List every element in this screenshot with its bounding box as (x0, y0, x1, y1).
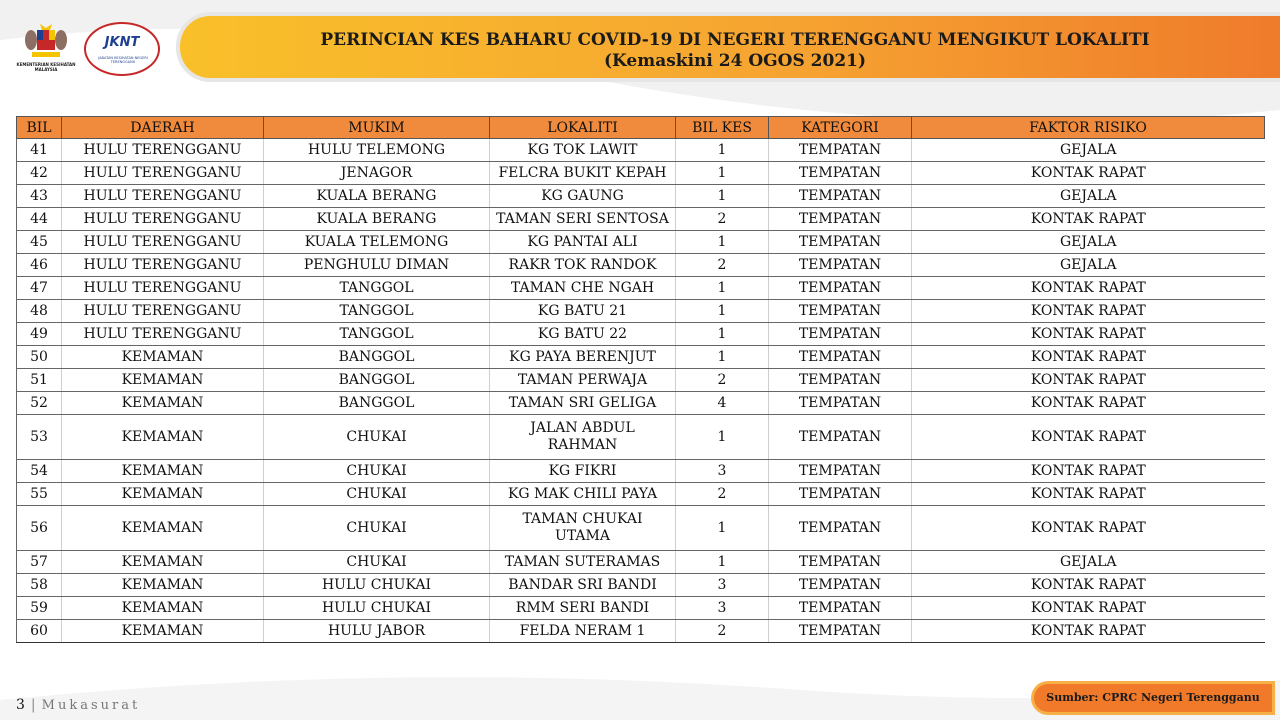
cell-lokaliti: TAMAN SRI GELIGA (490, 392, 676, 415)
column-header-faktor-risiko: FAKTOR RISIKO (912, 117, 1265, 139)
cell-mukim: KUALA BERANG (264, 208, 490, 231)
cell-kategori: TEMPATAN (769, 392, 912, 415)
cell-daerah: KEMAMAN (62, 551, 264, 574)
cell-faktor-risiko: GEJALA (912, 254, 1265, 277)
cell-faktor-risiko: KONTAK RAPAT (912, 369, 1265, 392)
cell-daerah: HULU TERENGGANU (62, 323, 264, 346)
cell-faktor-risiko: KONTAK RAPAT (912, 506, 1265, 551)
table-row (17, 323, 1265, 346)
cell-bil: 45 (17, 231, 62, 254)
cell-mukim: TANGGOL (264, 300, 490, 323)
table-row (17, 162, 1265, 185)
cell-lokaliti: BANDAR SRI BANDI (490, 574, 676, 597)
cell-bil-kes: 2 (676, 483, 769, 506)
cell-mukim: HULU CHUKAI (264, 597, 490, 620)
cell-faktor-risiko: KONTAK RAPAT (912, 574, 1265, 597)
table-row (17, 369, 1265, 392)
page-title (180, 30, 1280, 72)
cell-mukim: TANGGOL (264, 323, 490, 346)
cell-bil-kes: 1 (676, 162, 769, 185)
table-row (17, 415, 1265, 460)
cell-mukim: CHUKAI (264, 460, 490, 483)
cell-kategori: TEMPATAN (769, 597, 912, 620)
cell-kategori: TEMPATAN (769, 574, 912, 597)
title-line-1: PERINCIAN KES BAHARU COVID-19 DI NEGERI TERENGGANU MENGIKUT LOKALITI (320, 30, 1150, 50)
cell-faktor-risiko: GEJALA (912, 551, 1265, 574)
cell-bil: 58 (17, 574, 62, 597)
column-header-bil: BIL (17, 117, 62, 139)
table-row (17, 574, 1265, 597)
cell-daerah: KEMAMAN (62, 506, 264, 551)
cell-mukim: JENAGOR (264, 162, 490, 185)
cell-bil: 44 (17, 208, 62, 231)
cell-daerah: KEMAMAN (62, 346, 264, 369)
cell-bil-kes: 4 (676, 392, 769, 415)
cell-bil: 55 (17, 483, 62, 506)
cell-faktor-risiko: GEJALA (912, 185, 1265, 208)
cell-lokaliti: TAMAN SERI SENTOSA (490, 208, 676, 231)
cell-lokaliti: KG BATU 21 (490, 300, 676, 323)
cell-daerah: KEMAMAN (62, 574, 264, 597)
cell-bil-kes: 1 (676, 231, 769, 254)
cell-kategori: TEMPATAN (769, 620, 912, 643)
cell-daerah: KEMAMAN (62, 415, 264, 460)
table-row (17, 231, 1265, 254)
slide-header (0, 0, 1280, 100)
cell-daerah: KEMAMAN (62, 620, 264, 643)
cell-kategori: TEMPATAN (769, 483, 912, 506)
cell-daerah: HULU TERENGGANU (62, 162, 264, 185)
table-row (17, 254, 1265, 277)
cases-table-container (16, 116, 1264, 643)
cell-bil-kes: 3 (676, 597, 769, 620)
cell-bil-kes: 1 (676, 185, 769, 208)
cell-mukim: KUALA BERANG (264, 185, 490, 208)
cell-lokaliti: KG BATU 22 (490, 323, 676, 346)
cell-lokaliti: KG TOK LAWIT (490, 139, 676, 162)
cell-mukim: CHUKAI (264, 483, 490, 506)
cell-lokaliti: KG PAYA BERENJUT (490, 346, 676, 369)
cell-lokaliti: KG PANTAI ALI (490, 231, 676, 254)
table-row (17, 208, 1265, 231)
table-row (17, 139, 1265, 162)
table-row (17, 483, 1265, 506)
cell-mukim: CHUKAI (264, 506, 490, 551)
cell-bil-kes: 1 (676, 277, 769, 300)
source-badge: Sumber: CPRC Negeri Terengganu (1034, 684, 1272, 712)
cell-bil: 56 (17, 506, 62, 551)
cell-mukim: BANGGOL (264, 392, 490, 415)
column-header-mukim: MUKIM (264, 117, 490, 139)
cell-daerah: KEMAMAN (62, 483, 264, 506)
cell-kategori: TEMPATAN (769, 506, 912, 551)
cell-faktor-risiko: KONTAK RAPAT (912, 208, 1265, 231)
cell-bil-kes: 1 (676, 506, 769, 551)
cell-bil: 54 (17, 460, 62, 483)
cell-faktor-risiko: KONTAK RAPAT (912, 300, 1265, 323)
cell-mukim: HULU JABOR (264, 620, 490, 643)
cell-lokaliti: FELDA NERAM 1 (490, 620, 676, 643)
cell-bil: 41 (17, 139, 62, 162)
cell-bil-kes: 3 (676, 574, 769, 597)
cell-mukim: HULU TELEMONG (264, 139, 490, 162)
cell-bil-kes: 1 (676, 346, 769, 369)
page-number: 3 (16, 697, 25, 713)
cell-faktor-risiko: KONTAK RAPAT (912, 323, 1265, 346)
cell-faktor-risiko: GEJALA (912, 139, 1265, 162)
cell-kategori: TEMPATAN (769, 369, 912, 392)
cell-kategori: TEMPATAN (769, 460, 912, 483)
cell-mukim: PENGHULU DIMAN (264, 254, 490, 277)
cell-lokaliti: KG GAUNG (490, 185, 676, 208)
cell-daerah: HULU TERENGGANU (62, 254, 264, 277)
cell-kategori: TEMPATAN (769, 254, 912, 277)
cases-table (16, 116, 1265, 643)
cell-kategori: TEMPATAN (769, 185, 912, 208)
cell-daerah: HULU TERENGGANU (62, 300, 264, 323)
cell-lokaliti: TAMAN SUTERAMAS (490, 551, 676, 574)
cell-faktor-risiko: KONTAK RAPAT (912, 415, 1265, 460)
cell-daerah: KEMAMAN (62, 392, 264, 415)
cell-bil: 59 (17, 597, 62, 620)
cell-bil-kes: 1 (676, 551, 769, 574)
page-footer (16, 697, 140, 713)
cell-bil: 42 (17, 162, 62, 185)
table-row (17, 551, 1265, 574)
kkm-caption: KEMENTERIAN KESIHATAN MALAYSIA (16, 62, 76, 72)
cell-bil-kes: 2 (676, 620, 769, 643)
cell-faktor-risiko: KONTAK RAPAT (912, 460, 1265, 483)
column-header-kategori: KATEGORI (769, 117, 912, 139)
jknt-logo-caption: JABATAN KESIHATAN NEGERI TERENGGANU (98, 56, 148, 64)
cell-kategori: TEMPATAN (769, 162, 912, 185)
cell-faktor-risiko: KONTAK RAPAT (912, 346, 1265, 369)
cell-faktor-risiko: KONTAK RAPAT (912, 277, 1265, 300)
cell-kategori: TEMPATAN (769, 323, 912, 346)
table-header-row (17, 117, 1265, 139)
cell-bil: 53 (17, 415, 62, 460)
cell-lokaliti: RAKR TOK RANDOK (490, 254, 676, 277)
table-body (17, 139, 1265, 643)
cell-bil-kes: 1 (676, 300, 769, 323)
cell-bil-kes: 1 (676, 139, 769, 162)
cell-bil-kes: 3 (676, 460, 769, 483)
cell-bil-kes: 2 (676, 208, 769, 231)
table-row (17, 392, 1265, 415)
cell-lokaliti: KG FIKRI (490, 460, 676, 483)
cell-lokaliti: JALAN ABDUL RAHMAN (490, 415, 676, 460)
cell-mukim: KUALA TELEMONG (264, 231, 490, 254)
cell-lokaliti: FELCRA BUKIT KEPAH (490, 162, 676, 185)
cell-daerah: HULU TERENGGANU (62, 208, 264, 231)
cell-kategori: TEMPATAN (769, 551, 912, 574)
jknt-logo-mark: JKNT (104, 35, 140, 50)
cell-bil: 43 (17, 185, 62, 208)
cell-daerah: KEMAMAN (62, 460, 264, 483)
column-header-lokaliti: LOKALITI (490, 117, 676, 139)
cell-kategori: TEMPATAN (769, 277, 912, 300)
cell-daerah: HULU TERENGGANU (62, 139, 264, 162)
cell-daerah: HULU TERENGGANU (62, 277, 264, 300)
column-header-daerah: DAERAH (62, 117, 264, 139)
table-row (17, 346, 1265, 369)
cell-bil: 50 (17, 346, 62, 369)
cell-mukim: BANGGOL (264, 369, 490, 392)
cell-faktor-risiko: GEJALA (912, 231, 1265, 254)
cell-bil: 48 (17, 300, 62, 323)
cell-bil: 52 (17, 392, 62, 415)
cell-mukim: CHUKAI (264, 551, 490, 574)
table-row (17, 597, 1265, 620)
cell-lokaliti: KG MAK CHILI PAYA (490, 483, 676, 506)
cell-bil-kes: 2 (676, 254, 769, 277)
cell-faktor-risiko: KONTAK RAPAT (912, 620, 1265, 643)
table-row (17, 460, 1265, 483)
cell-bil-kes: 1 (676, 323, 769, 346)
cell-lokaliti: TAMAN CHE NGAH (490, 277, 676, 300)
cell-bil: 47 (17, 277, 62, 300)
cell-kategori: TEMPATAN (769, 139, 912, 162)
cell-bil: 57 (17, 551, 62, 574)
cell-kategori: TEMPATAN (769, 346, 912, 369)
cell-lokaliti: TAMAN PERWAJA (490, 369, 676, 392)
cell-daerah: KEMAMAN (62, 597, 264, 620)
cell-kategori: TEMPATAN (769, 231, 912, 254)
cell-bil-kes: 2 (676, 369, 769, 392)
cell-kategori: TEMPATAN (769, 208, 912, 231)
table-row (17, 620, 1265, 643)
cell-bil: 60 (17, 620, 62, 643)
table-row (17, 277, 1265, 300)
jknt-logo (84, 22, 160, 76)
kkm-logo (14, 22, 78, 82)
table-row (17, 300, 1265, 323)
cell-daerah: KEMAMAN (62, 369, 264, 392)
coat-of-arms-icon (24, 22, 68, 60)
cell-bil-kes: 1 (676, 415, 769, 460)
title-line-2: (Kemaskini 24 OGOS 2021) (603, 51, 867, 71)
cell-kategori: TEMPATAN (769, 300, 912, 323)
cell-mukim: CHUKAI (264, 415, 490, 460)
cell-faktor-risiko: KONTAK RAPAT (912, 597, 1265, 620)
cell-bil: 49 (17, 323, 62, 346)
cell-bil: 46 (17, 254, 62, 277)
cell-mukim: TANGGOL (264, 277, 490, 300)
cell-daerah: HULU TERENGGANU (62, 185, 264, 208)
cell-faktor-risiko: KONTAK RAPAT (912, 392, 1265, 415)
cell-daerah: HULU TERENGGANU (62, 231, 264, 254)
cell-mukim: BANGGOL (264, 346, 490, 369)
cell-faktor-risiko: KONTAK RAPAT (912, 483, 1265, 506)
column-header-bil-kes: BIL KES (676, 117, 769, 139)
cell-kategori: TEMPATAN (769, 415, 912, 460)
table-row (17, 185, 1265, 208)
table-row (17, 506, 1265, 551)
cell-bil: 51 (17, 369, 62, 392)
cell-lokaliti: TAMAN CHUKAI UTAMA (490, 506, 676, 551)
cell-faktor-risiko: KONTAK RAPAT (912, 162, 1265, 185)
footer-separator: | (30, 697, 36, 713)
cell-lokaliti: RMM SERI BANDI (490, 597, 676, 620)
cell-mukim: HULU CHUKAI (264, 574, 490, 597)
page-label: Mukasurat (41, 698, 141, 713)
